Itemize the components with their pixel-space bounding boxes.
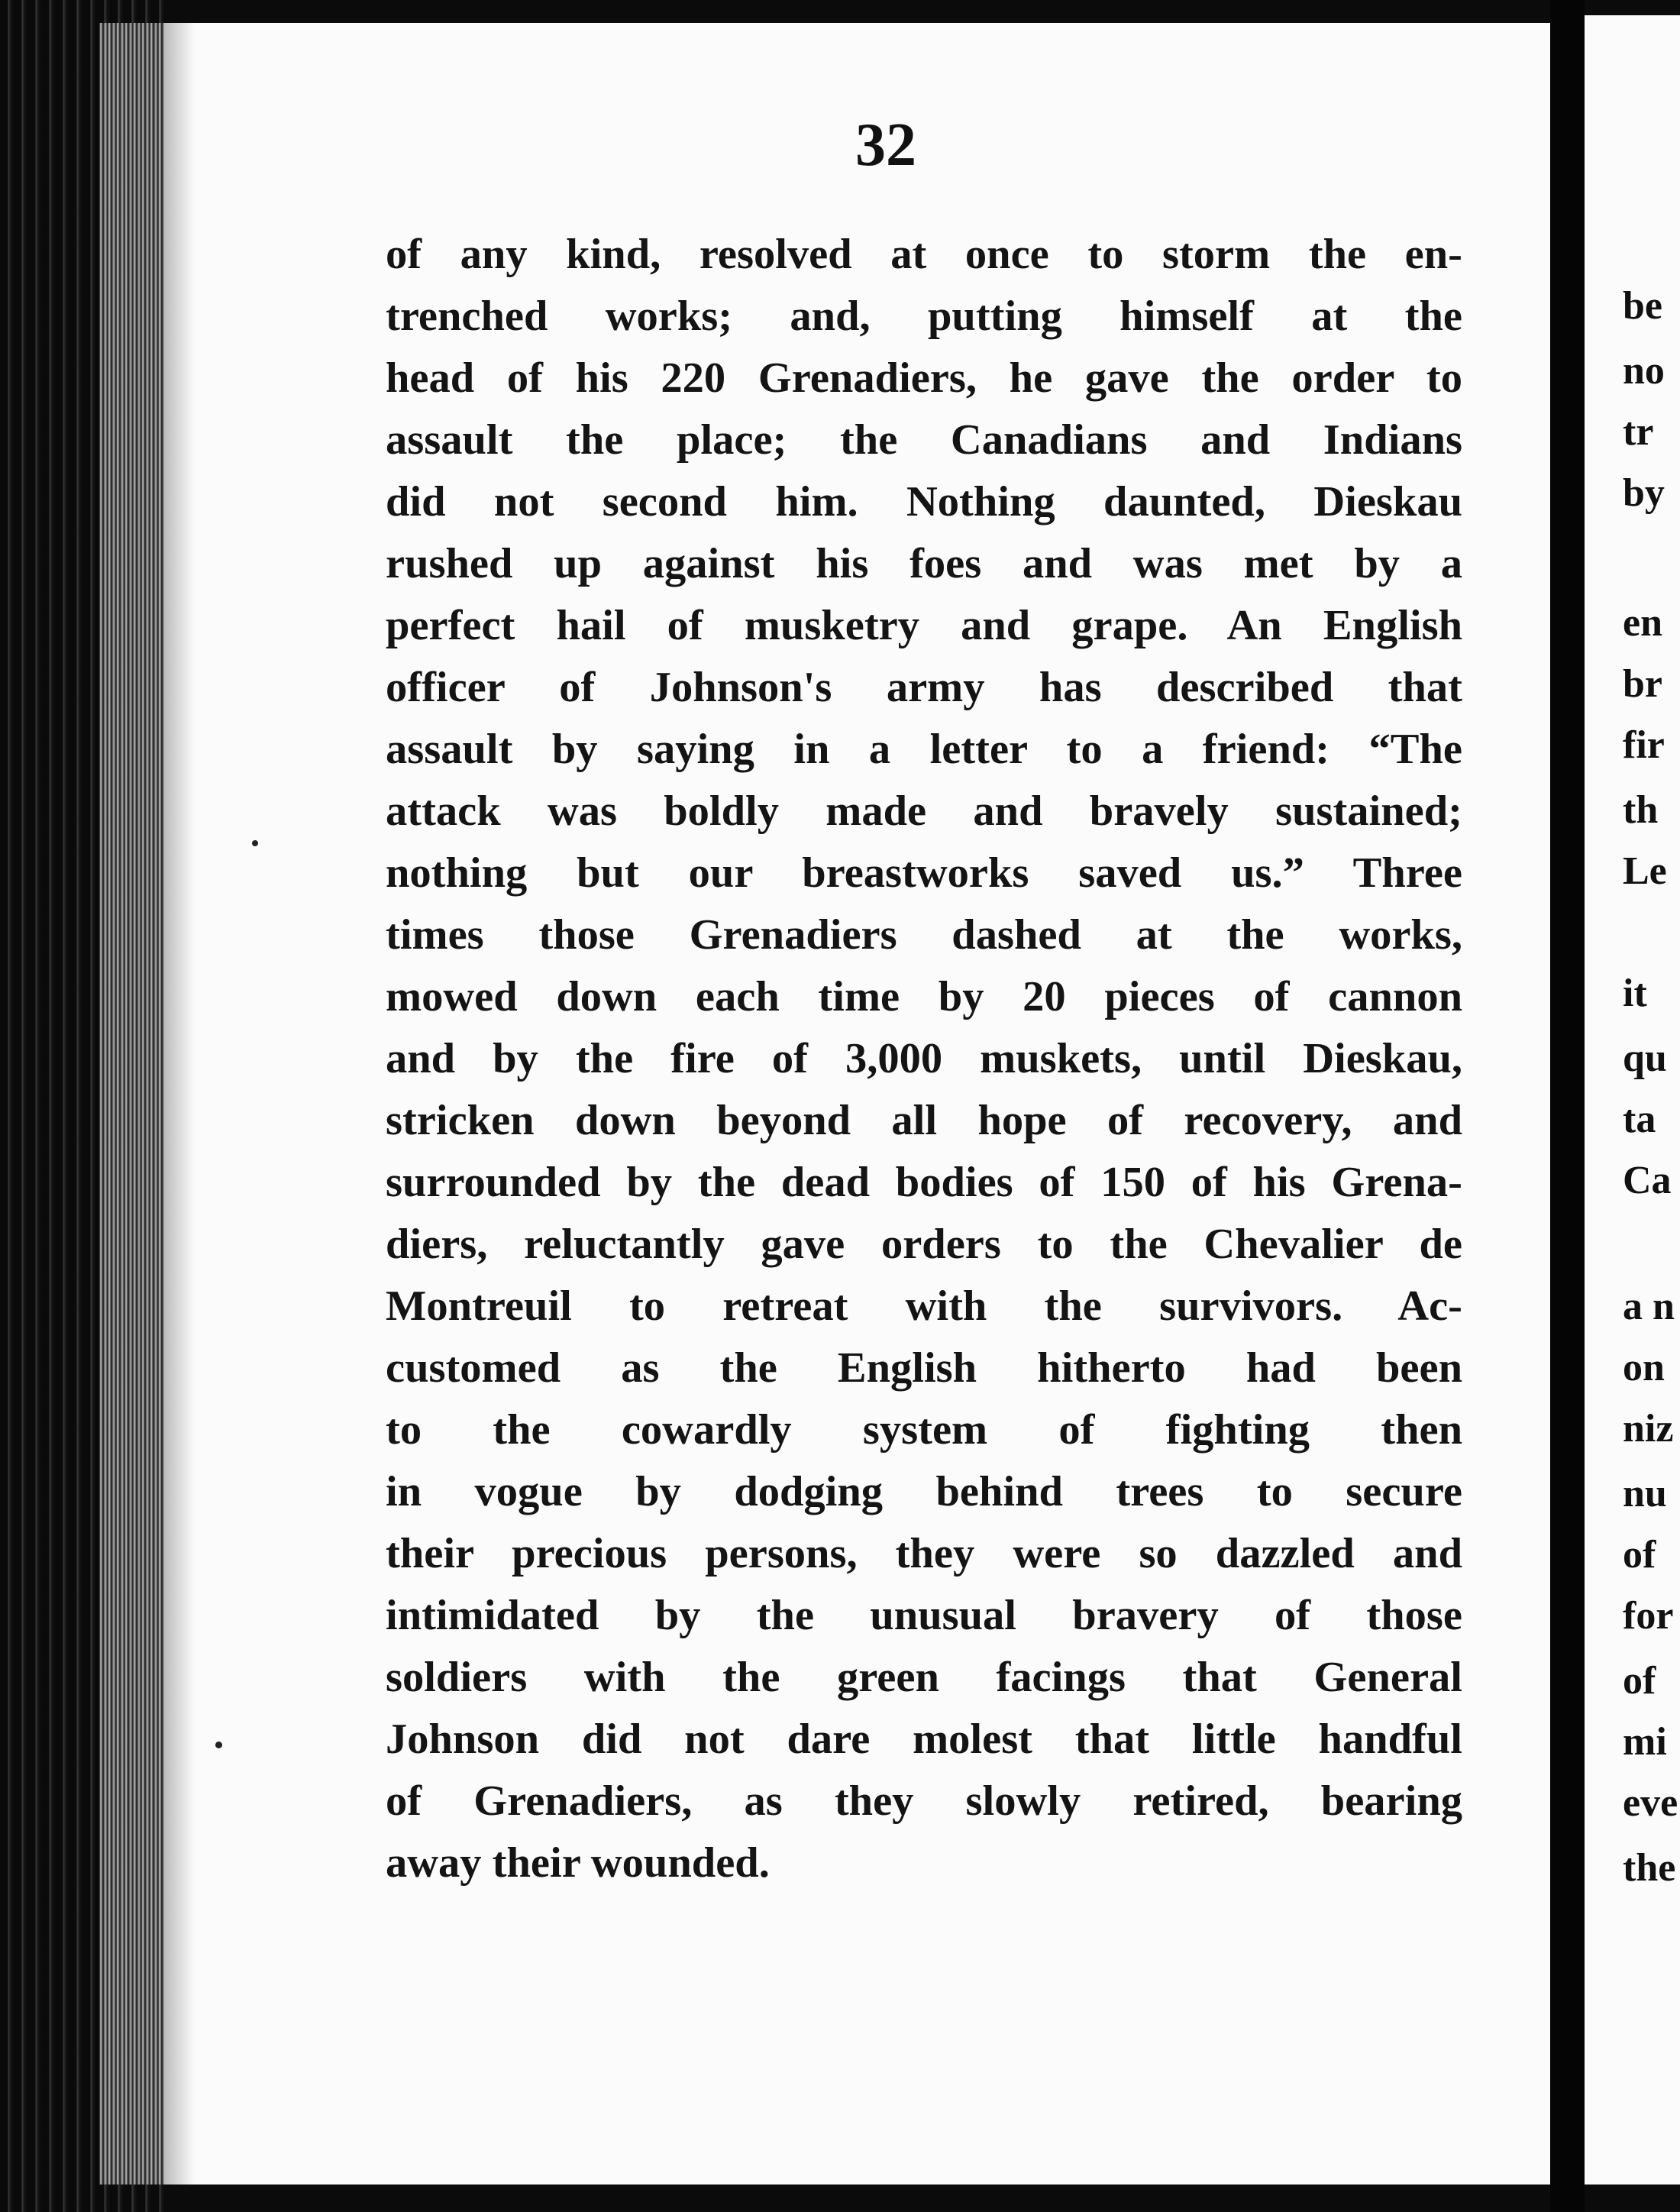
text-line: Montreuil to retreat with the survivors. Ac- [386, 1282, 1462, 1330]
text-line: of Grenadiers, as they slowly retired, bearing [386, 1777, 1462, 1825]
facing-line: th [1623, 788, 1659, 832]
facing-line: eve [1623, 1781, 1678, 1825]
facing-line: by [1623, 471, 1665, 515]
text-line: and by the fire of 3,000 muskets, until Dieskau, [386, 1035, 1462, 1082]
facing-line: tr [1623, 410, 1654, 454]
facing-line: fir [1623, 723, 1665, 767]
text-line: intimidated by the unusual bravery of those [386, 1592, 1462, 1639]
text-line: soldiers with the green facings that General [386, 1654, 1462, 1701]
text-line: surrounded by the dead bodies of 150 of his Grena- [386, 1159, 1462, 1206]
body-text [386, 224, 1462, 1894]
facing-line: Le [1623, 849, 1667, 893]
facing-line: on [1623, 1346, 1665, 1389]
facing-line: niz [1623, 1407, 1674, 1450]
facing-line: be [1623, 284, 1662, 328]
facing-line: mi [1623, 1720, 1667, 1764]
facing-line: a n [1623, 1285, 1675, 1328]
text-line: trenched works; and, putting himself at the [386, 293, 1462, 340]
text-line: assault by saying in a letter to a friend: “The [386, 726, 1462, 773]
facing-line: the [1623, 1846, 1676, 1890]
text-line: perfect hail of musketry and grape. An English [386, 602, 1462, 649]
facing-line: ta [1623, 1098, 1656, 1141]
text-line: mowed down each time by 20 pieces of cannon [386, 973, 1462, 1020]
text-line: head of his 220 Grenadiers, he gave the order to [386, 354, 1462, 402]
facing-line: qu [1623, 1036, 1667, 1080]
facing-line: for [1623, 1594, 1674, 1638]
text-line: Johnson did not dare molest that little handful [386, 1716, 1462, 1763]
text-line: their precious persons, they were so dazzled and [386, 1530, 1462, 1577]
facing-line: of [1623, 1659, 1656, 1703]
facing-line: en [1623, 601, 1662, 645]
ink-speck [252, 840, 258, 846]
text-line: attack was boldly made and bravely sustained; [386, 787, 1462, 835]
text-line: officer of Johnson's army has described that [386, 664, 1462, 711]
text-line: stricken down beyond all hope of recovery, and [386, 1097, 1462, 1144]
facing-line: no [1623, 349, 1665, 393]
text-line: away their wounded. [386, 1839, 770, 1887]
text-line: assault the place; the Canadians and Indians [386, 416, 1462, 464]
ink-speck [215, 1741, 222, 1748]
text-line: to the cowardly system of fighting then [386, 1406, 1462, 1454]
text-line: did not second him. Nothing daunted, Dieskau [386, 478, 1462, 526]
text-line: in vogue by dodging behind trees to secure [386, 1468, 1462, 1515]
facing-line: it [1623, 972, 1647, 1015]
text-line: nothing but our breastworks saved us.” Three [386, 849, 1462, 897]
text-line: times those Grenadiers dashed at the works, [386, 911, 1462, 959]
text-line: rushed up against his foes and was met by a [386, 540, 1462, 587]
facing-line: of [1623, 1533, 1656, 1577]
text-line: diers, reluctantly gave orders to the Chevalier de [386, 1221, 1462, 1268]
facing-line: br [1623, 662, 1662, 706]
center-gutter [1550, 0, 1585, 2212]
page-number: 32 [855, 112, 916, 179]
text-line: customed as the English hitherto had been [386, 1344, 1462, 1392]
page-edges [99, 23, 164, 2185]
facing-line: nu [1623, 1472, 1667, 1515]
facing-page [1585, 15, 1680, 2185]
page-gutter-shadow [164, 23, 195, 2185]
text-line: of any kind, resolved at once to storm the en- [386, 231, 1462, 278]
facing-line: Ca [1623, 1159, 1672, 1202]
